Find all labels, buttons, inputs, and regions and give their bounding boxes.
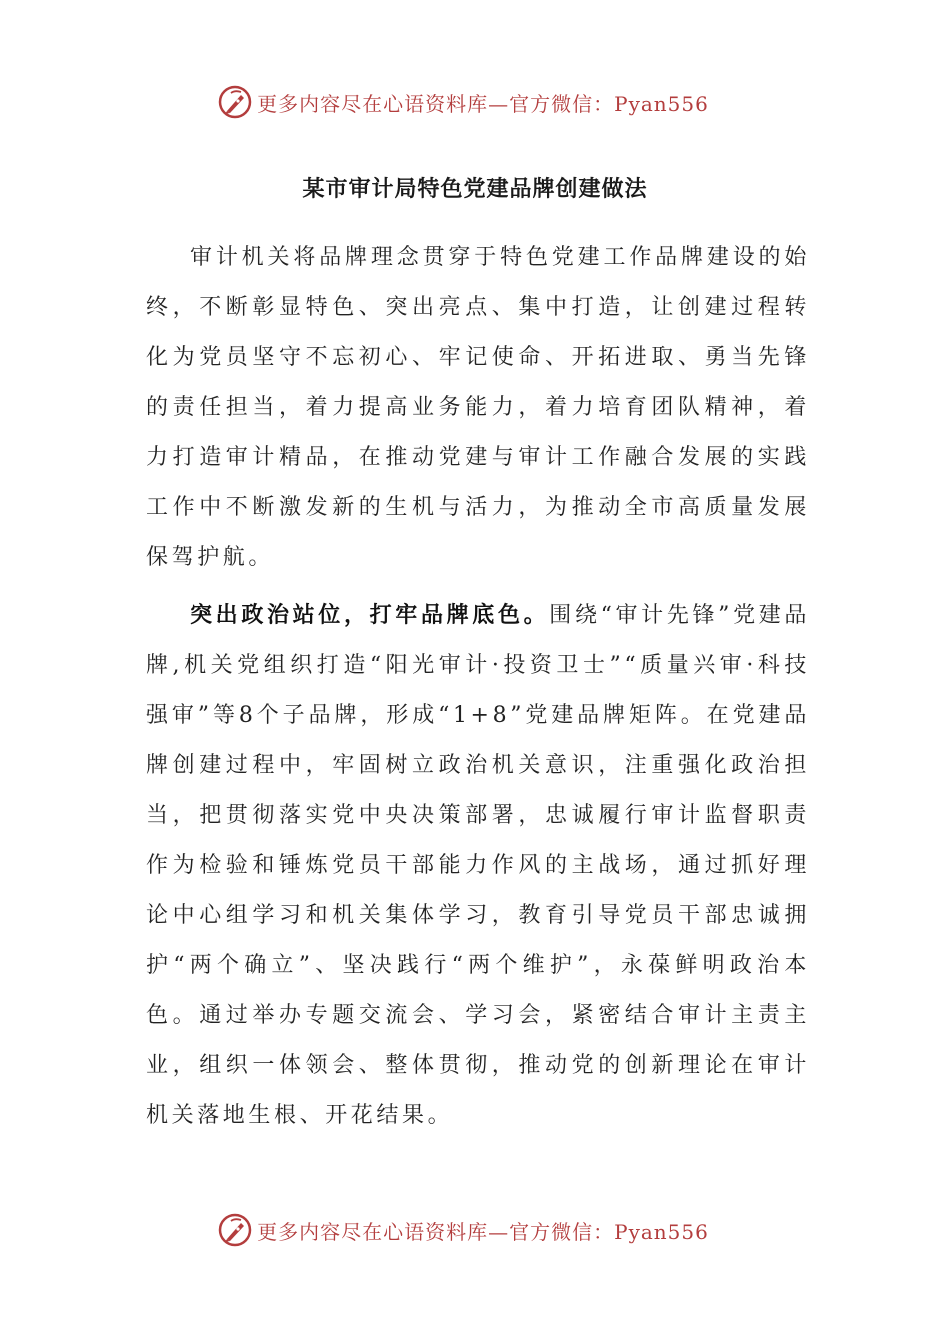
header-banner xyxy=(0,80,950,124)
pen-nib-logo-icon xyxy=(217,84,253,120)
banner-text: 更多内容尽在心语资料库—官方微信：Pyan556 xyxy=(257,91,709,116)
banner-text: 更多内容尽在心语资料库—官方微信：Pyan556 xyxy=(257,1219,709,1244)
footer-banner xyxy=(0,1208,950,1252)
paragraph-intro xyxy=(146,232,810,583)
paragraph-body: 审计机关将品牌理念贯穿于特色党建工作品牌建设的始终，不断彰显特色、突出亮点、集中打造，让创建过程转化为党员坚守不忘初心、牢记使命、开拓进取、勇当先锋的责任担当，着力提高业务能力，着力培育团队精神，着力打造审计精品，在推动党建与审计工作融合发展的实践工作中不断激发新的生机与活力，为推动全市高质量发展保驾护航。 xyxy=(146,245,810,570)
paragraph-political-stance xyxy=(146,590,810,1141)
pen-nib-logo-icon xyxy=(217,1212,253,1248)
paragraph-body: 围绕“审计先锋”党建品牌,机关党组织打造“阳光审计·投资卫士”“质量兴审·科技强审”等8个子品牌，形成“1+8”党建品牌矩阵。在党建品牌创建过程中，牢固树立政治机关意识，注重强化政治担当，把贯彻落实党中央决策部署，忠诚履行审计监督职责作为检验和锤炼党员干部能力作风的主战场，通过抓好理论中心组学习和机关集体学习，教育引导党员干部忠诚拥护“两个确立”、坚决践行“两个维护”，永葆鲜明政治本色。通过举办专题交流会、学习会，紧密结合审计主责主业，组织一体领会、整体贯彻，推动党的创新理论在审计机关落地生根、开花结果。 xyxy=(146,603,810,1128)
paragraph-lead: 突出政治站位，打牢品牌底色。 xyxy=(190,602,550,628)
document-title: 某市审计局特色党建品牌创建做法 xyxy=(302,176,648,202)
